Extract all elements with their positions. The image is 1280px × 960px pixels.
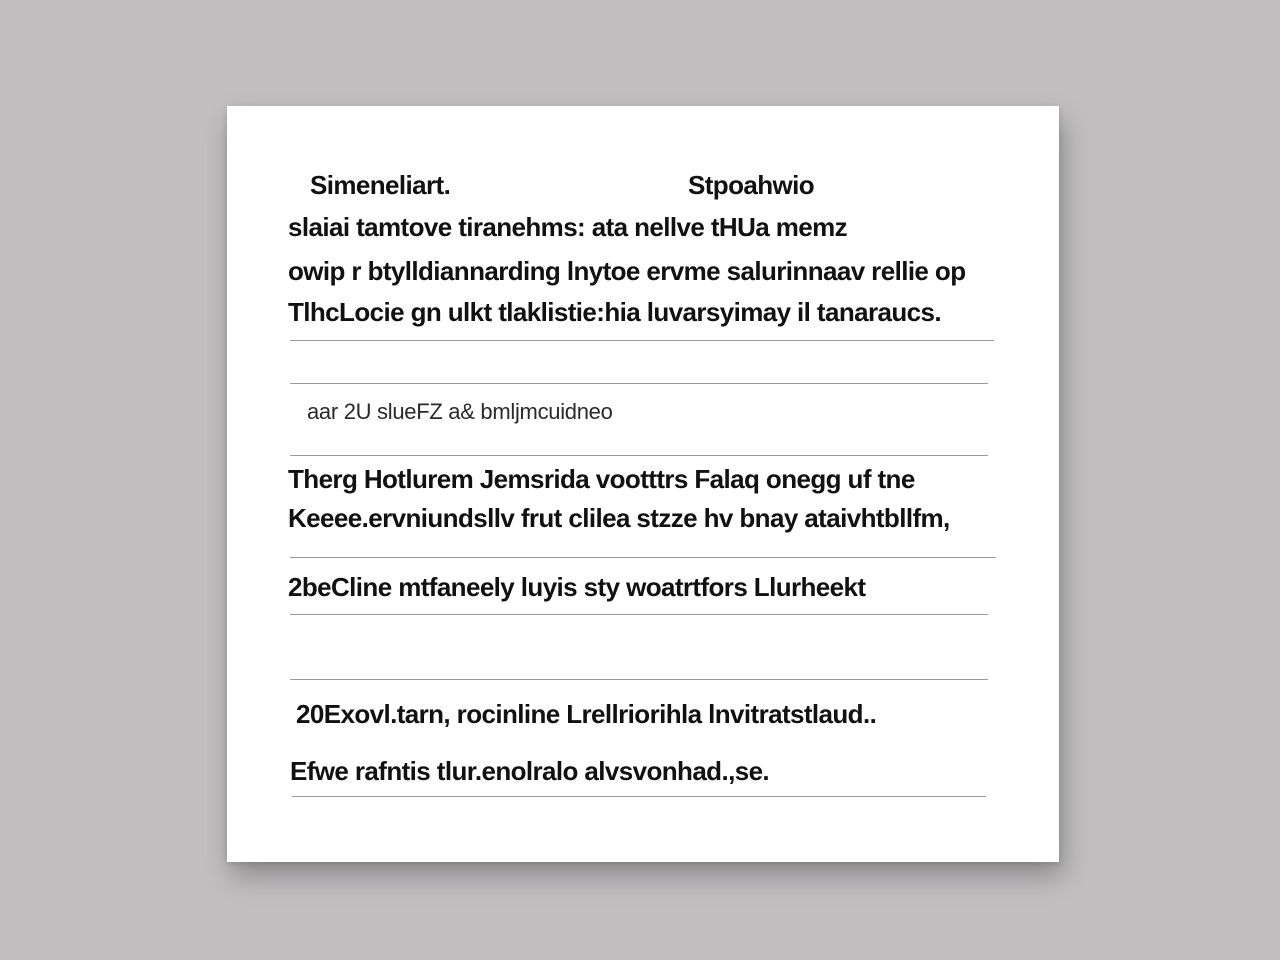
divider xyxy=(292,796,986,797)
divider xyxy=(290,557,996,558)
heading-right: Stpoahwio xyxy=(688,170,815,200)
divider xyxy=(290,383,988,384)
paragraph-1-line-1: slaiai tamtove tiranehms: ata nellve tHUa memz xyxy=(288,212,848,242)
paragraph-3: 2beCline mtfaneely luyis sty woatrtfors Llurheekt xyxy=(288,572,866,602)
paragraph-4: 20Exovl.tarn, rocinline Lrellriorihla lnvitratstlaud.. xyxy=(296,699,877,729)
paragraph-2-line-1: Therg Hotlurem Jemsrida vootttrs Falaq onegg uf tne xyxy=(288,464,915,494)
subline: aar 2U slueFZ a& bmljmcuidneo xyxy=(307,399,613,424)
heading-left: Simeneliart. xyxy=(310,170,451,200)
paragraph-1-line-2: owip r btylldiannarding lnytoe ervme salurinnaav rellie op xyxy=(288,256,966,286)
paragraph-1-line-3: TlhcLocie gn ulkt tlaklistie:hia luvarsyimay il tanaraucs. xyxy=(288,297,941,327)
divider xyxy=(290,614,988,615)
divider xyxy=(290,340,994,341)
divider xyxy=(290,679,988,680)
divider xyxy=(290,455,988,456)
paragraph-5: Efwe rafntis tlur.enolralo alvsvonhad.,se. xyxy=(290,756,770,786)
document-card xyxy=(227,106,1059,862)
paragraph-2-line-2: Keeee.ervniundsllv frut clilea stzze hv bnay ataivhtbllfm, xyxy=(288,503,950,533)
